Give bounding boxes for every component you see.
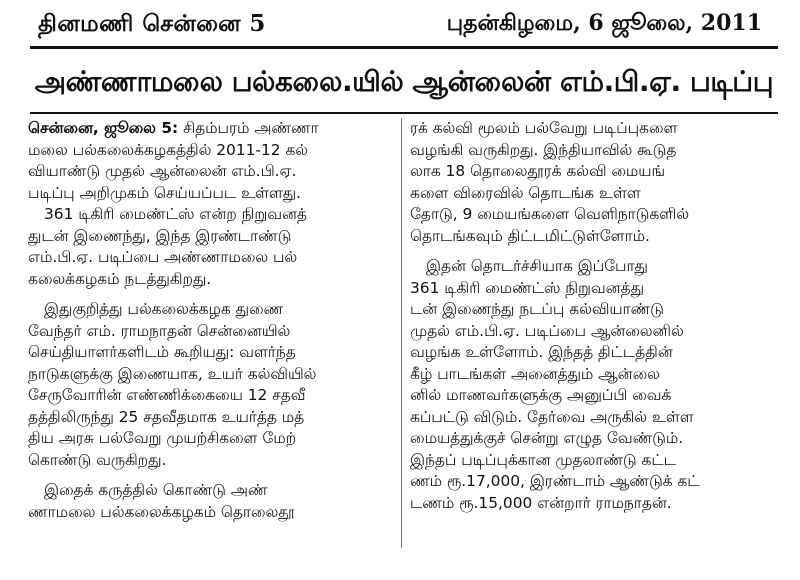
- article-dateline: சென்னை, ஜூலை 5:: [28, 119, 179, 137]
- article-line: ணாமலை பல்கலைக்கழகம் தொலைதூ: [28, 502, 295, 521]
- article-line: தொடங்கவும் திட்டமிட்டுள்ளோம்.: [410, 226, 650, 245]
- article-line: டணம் ரூ.15,000 என்றார் ராமநாதன்.: [410, 493, 672, 512]
- article-line: 361 டிகிரி மைண்ட்ஸ் நிறுவனத்து: [410, 278, 644, 297]
- article-line: இதுகுறித்து பல்கலைக்கழக துணை: [44, 300, 284, 318]
- article-line: லாக 18 தொலைதூரக் கல்வி மையங்: [410, 162, 665, 180]
- article-column-right: [410, 118, 778, 514]
- article-line: களை விரைவில் தொடங்க உள்ள: [410, 183, 641, 202]
- article-line: கீழ் பாடங்கள் அனைத்தும் ஆன்லை: [410, 364, 660, 383]
- article-line: டன் இணைந்து நடப்பு கல்வியாண்டு: [410, 300, 664, 318]
- article-line: கலைக்கழகம் நடத்துகிறது.: [28, 269, 212, 288]
- article-line: வழங்க உள்ளோம். இந்தத் திட்டத்தின்: [410, 343, 673, 361]
- column-divider: [401, 118, 402, 548]
- article-line: துடன் இணைந்து, இந்த இரண்டாண்டு: [28, 226, 292, 245]
- article-line: ணம் ரூ.17,000, இரண்டாம் ஆண்டுக் கட்: [410, 472, 700, 490]
- article-line: இந்தப் படிப்புக்கான முதலாண்டு கட்ட: [410, 450, 676, 469]
- newspaper-header: [0, 0, 800, 52]
- headline-rule: [30, 112, 778, 114]
- article-column-left: [28, 118, 396, 523]
- article-line: சென்னை, ஜூலை 5: சிதம்பரம் அண்ணா: [28, 119, 319, 137]
- article-line: எம்.பி.ஏ. படிப்பை அண்ணாமலை பல்: [28, 248, 298, 266]
- article-line: வேந்தர் எம். ராமநாதன் சென்னையில்: [28, 321, 291, 340]
- article-line: தத்திலிருந்து 25 சதவீதமாக உயர்த்த மத்: [28, 407, 305, 426]
- article-headline: அண்ணாமலை பல்கலை.யில் ஆன்லைன் எம்.பி.ஏ. படிப்பு: [34, 65, 774, 98]
- article-line: ரக் கல்வி மூலம் பல்வேறு படிப்புகளை: [410, 119, 678, 137]
- article-line: மையத்துக்குச் சென்று எழுத வேண்டும்.: [410, 429, 684, 447]
- article-line: செய்தியாளர்களிடம் கூறியது: வளர்ந்த: [28, 343, 296, 361]
- article-line: இதைக் கருத்தில் கொண்டு அண்: [44, 481, 268, 499]
- article-line: கப்பட்டு விடும். தேர்வை அருகில் உள்ள: [410, 407, 694, 426]
- article-line: இதன் தொடர்ச்சியாக இப்போது: [426, 257, 648, 275]
- article-line: படிப்பு அறிமுகம் செய்யப்பட உள்ளது.: [28, 183, 301, 202]
- article-line: முதல் எம்.பி.ஏ. படிப்பை ஆன்லைனில்: [410, 321, 684, 340]
- article-line: நாடுகளுக்கு இணையாக, உயர் கல்வியில்: [28, 364, 317, 383]
- article-line: சேருவோரின் எண்ணிக்கையை 12 சதவீ: [28, 386, 306, 404]
- article-line: னில் மாணவர்களுக்கு அனுப்பி வைக்: [410, 386, 672, 404]
- article-line: கொண்டு வருகிறது.: [28, 450, 167, 469]
- article-line: வியாண்டு முதல் ஆன்லைன் எம்.பி.ஏ.: [28, 162, 297, 180]
- article-line: 361 டிகிரி மைண்ட்ஸ் என்ற நிறுவனத்: [44, 205, 307, 223]
- newspaper-name-page: தினமணி சென்னை 5: [38, 10, 266, 37]
- article-line: மலை பல்கலைக்கழகத்தில் 2011-12 கல்: [28, 140, 309, 159]
- header-rule: [30, 46, 778, 49]
- article-line: வழங்கி வருகிறது. இந்தியாவில் கூடுத: [410, 140, 677, 159]
- publication-date: புதன்கிழமை, 6 ஜூலை, 2011: [446, 10, 762, 36]
- article-line: தோடு, 9 மையங்களை வெளிநாடுகளில்: [410, 205, 690, 223]
- article-line: திய அரசு பல்வேறு முயற்சிகளை மேற்: [28, 429, 297, 447]
